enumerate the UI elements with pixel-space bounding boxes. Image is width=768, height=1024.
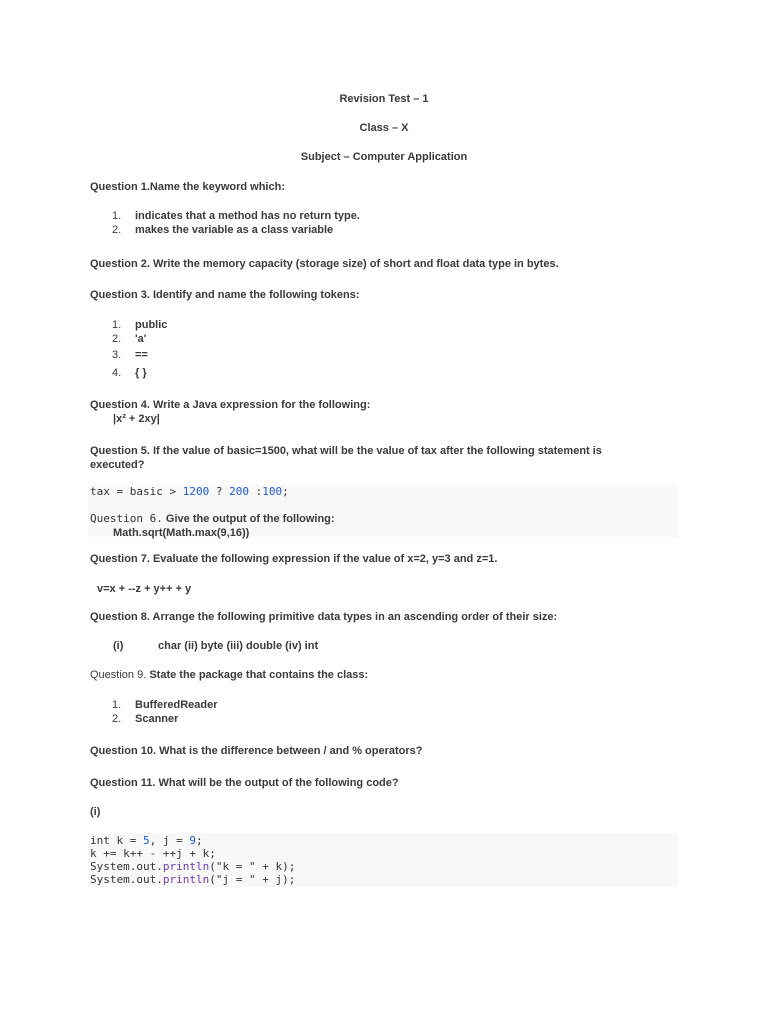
list-item: 1. indicates that a method has no return type. bbox=[112, 210, 360, 222]
q5-code: tax = basic > 1200 ? 200 :100; bbox=[90, 485, 289, 498]
question-10: Question 10. What is the difference between / and % operators? bbox=[90, 745, 423, 757]
q4-expression: |x² + 2xy| bbox=[113, 413, 160, 425]
list-item: 1. public bbox=[112, 319, 168, 331]
question-5: Question 5. If the value of basic=1500, what will be the value of tax after the following statement is executed? bbox=[90, 445, 602, 471]
page-title: Revision Test – 1 bbox=[339, 93, 429, 105]
question-6: Question 6. Give the output of the following: bbox=[90, 512, 335, 525]
list-item: 2. Scanner bbox=[112, 713, 179, 725]
q8-items: char (ii) byte (iii) double (iv) int bbox=[158, 640, 319, 652]
question-9: Question 9. State the package that contains the class: bbox=[90, 669, 369, 681]
class-label: Class – X bbox=[359, 122, 409, 134]
list-item: 2. makes the variable as a class variable bbox=[112, 224, 334, 236]
list-item: 2. 'a' bbox=[112, 333, 147, 345]
code-line: System.out.println("j = " + j); bbox=[90, 873, 296, 886]
list-item: 4. { } bbox=[112, 367, 147, 379]
code-line: k += k++ - ++j + k; bbox=[90, 847, 216, 860]
question-11: Question 11. What will be the output of the following code? bbox=[90, 777, 399, 789]
q11-part-label: (i) bbox=[90, 806, 101, 818]
list-item: 3. == bbox=[112, 349, 148, 361]
list-item: 1. BufferedReader bbox=[112, 699, 218, 711]
question-4: Question 4. Write a Java expression for the following: bbox=[90, 399, 371, 411]
code-line: System.out.println("k = " + k); bbox=[90, 860, 296, 873]
question-1: Question 1.Name the keyword which: bbox=[90, 181, 285, 193]
q8-roman: (i) bbox=[113, 640, 124, 652]
subject-label: Subject – Computer Application bbox=[300, 151, 468, 163]
question-7: Question 7. Evaluate the following expression if the value of x=2, y=3 and z=1. bbox=[90, 553, 498, 565]
question-3: Question 3. Identify and name the following tokens: bbox=[90, 289, 360, 301]
question-8: Question 8. Arrange the following primitive data types in an ascending order of their size: bbox=[90, 611, 558, 623]
q7-expression: v=x + --z + y++ + y bbox=[97, 583, 192, 595]
question-2: Question 2. Write the memory capacity (storage size) of short and float data type in bytes. bbox=[90, 258, 559, 270]
q6-expression: Math.sqrt(Math.max(9,16)) bbox=[113, 527, 250, 539]
code-line: int k = 5, j = 9; bbox=[90, 834, 203, 847]
